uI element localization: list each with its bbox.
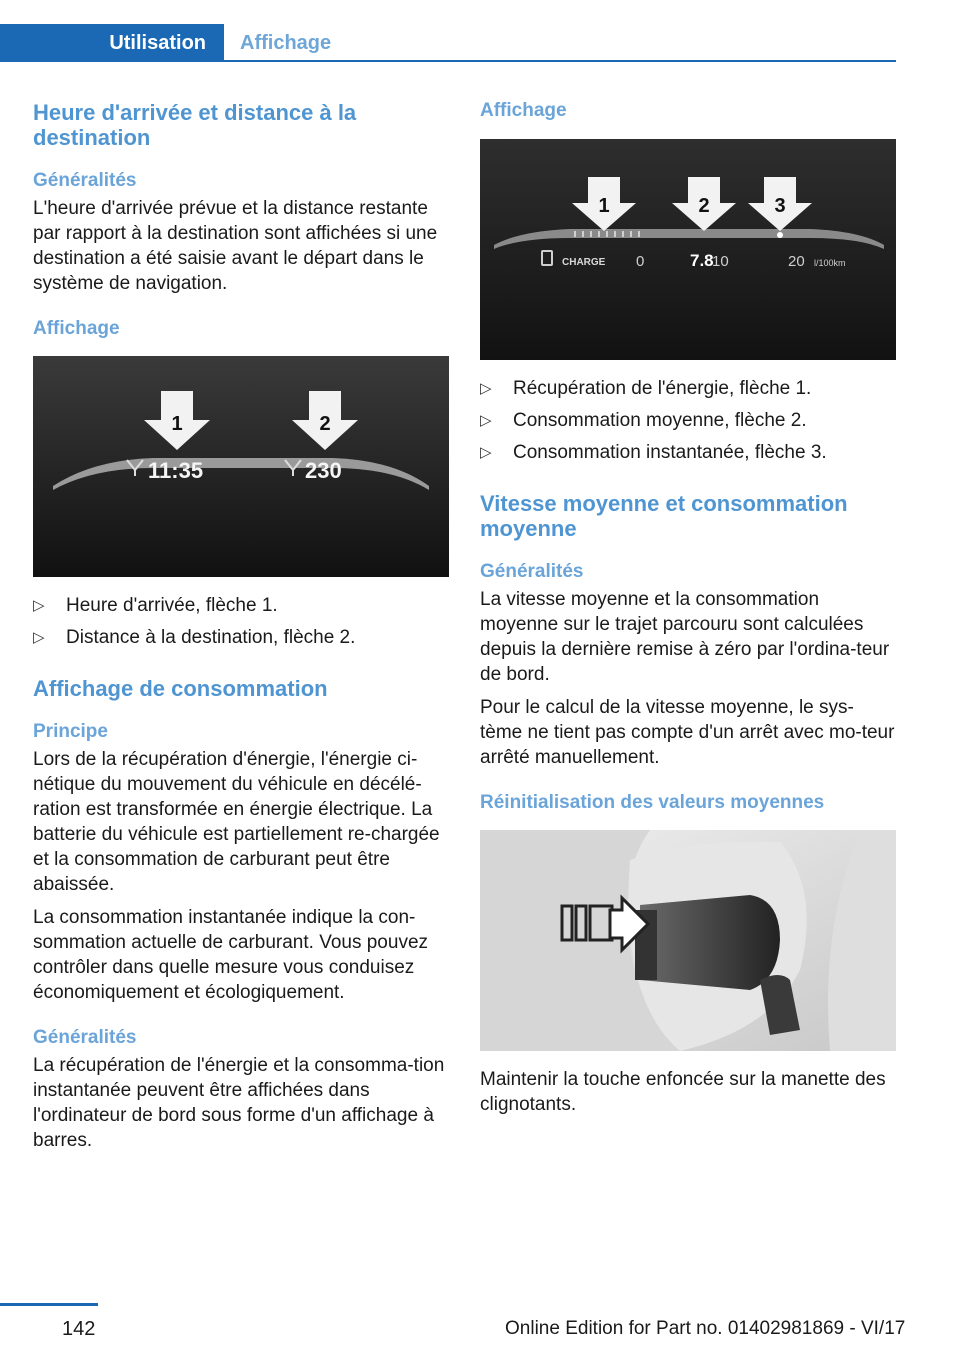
average-consumption-value: 7.8	[690, 251, 714, 270]
figure-arrival-display	[33, 356, 449, 577]
subheading-principe: Principe	[33, 721, 108, 742]
charge-label: CHARGE	[562, 257, 606, 268]
paragraph-arrival-intro: L'heure d'arrivée prévue et la distance restante par rapport à la destination sont affichées si une destination a été saisie avant le départ dans le système de navigation.	[33, 198, 438, 294]
left-column	[33, 100, 449, 1161]
paragraph-principle-2: La consommation instantanée indique la con-sommation actuelle de carburant. Vous pouvez contrôler dans quelle mesure vous conduisez économiquement et écologiquement.	[33, 907, 429, 1003]
triangle-bullet-icon: ▷	[480, 412, 492, 429]
section-title-consumption: Affichage de consommation	[33, 676, 328, 701]
list-item: ▷ Consommation moyenne, flèche 2.	[480, 410, 807, 431]
list-item: ▷ Heure d'arrivée, flèche 1.	[33, 595, 278, 616]
tab-utilisation[interactable]: Utilisation	[0, 24, 224, 62]
scale-zero: 0	[636, 253, 645, 270]
paragraph-average-1: La vitesse moyenne et la consommation moyenne sur le trajet parcouru sont calculées depuis la dernière remise à zéro par l'ordina-teur de bord.	[480, 589, 890, 685]
section-title-average: Vitesse moyenne et consommation moyenne	[480, 491, 848, 541]
arrow-1-label: 1	[171, 413, 183, 435]
subheading-reset: Réinitialisation des valeurs moyennes	[480, 792, 825, 813]
section-title-arrival: Heure d'arrivée et distance à la destination	[33, 100, 357, 150]
triangle-bullet-icon: ▷	[480, 380, 492, 397]
paragraph-average-2: Pour le calcul de la vitesse moyenne, le sys-tème ne tient pas compte d'un arrêt avec mo-teur arrêté manuellement.	[480, 697, 895, 768]
unit-label: l/100km	[814, 258, 846, 268]
arrival-bullet-list	[33, 593, 449, 650]
figure-consumption-display	[480, 139, 896, 360]
edition-footer: Online Edition for Part no. 01402981869 - VI/17	[505, 1318, 906, 1339]
subheading-affichage: Affichage	[33, 318, 120, 339]
triangle-bullet-icon: ▷	[33, 629, 45, 646]
list-item: ▷ Récupération de l'énergie, flèche 1.	[480, 378, 812, 399]
list-item: ▷ Consommation instantanée, flèche 3.	[480, 442, 827, 463]
triangle-bullet-icon: ▷	[480, 444, 492, 461]
subheading-affichage-right: Affichage	[480, 100, 567, 121]
paragraph-consumption-general: La récupération de l'énergie et la consomma-tion instantanée peuvent être affichées dans l'ordinateur de bord sous forme d'un affichage à barres.	[33, 1055, 445, 1151]
scale-ten: 10	[712, 253, 729, 270]
arrival-time: 11:35	[148, 458, 204, 483]
right-column	[480, 100, 896, 1125]
paragraph-reset-instruction: Maintenir la touche enfoncée sur la manette des clignotants.	[480, 1069, 886, 1115]
arrow-3-label: 3	[774, 195, 786, 217]
paragraph-principle-1: Lors de la récupération d'énergie, l'énergie ci-nétique du mouvement du véhicule en décélé-ration est transformée en énergie électrique. La batterie du véhicule est partiellement re-chargée et la consommation de carburant peut être abaissée.	[33, 749, 440, 895]
arrow-2-label: 2	[319, 413, 331, 435]
page-number: 142	[62, 1318, 96, 1340]
consumption-bullet-list	[480, 376, 896, 465]
distance-value: 230	[305, 458, 342, 483]
tab-affichage[interactable]: Affichage	[240, 31, 332, 54]
figure-turn-signal-stalk	[480, 830, 896, 1051]
subheading-generalites-2: Généralités	[33, 1027, 137, 1048]
triangle-bullet-icon: ▷	[33, 597, 45, 614]
arrow-2-label: 2	[698, 195, 710, 217]
scale-twenty: 20	[788, 253, 805, 270]
header-rule	[224, 60, 896, 62]
page-header	[0, 0, 960, 64]
subheading-generalites-right: Généralités	[480, 561, 584, 582]
footer-rule	[0, 1303, 98, 1306]
list-item: ▷ Distance à la destination, flèche 2.	[33, 627, 356, 648]
arrow-1-label: 1	[598, 195, 610, 217]
subheading-generalites: Généralités	[33, 170, 137, 191]
